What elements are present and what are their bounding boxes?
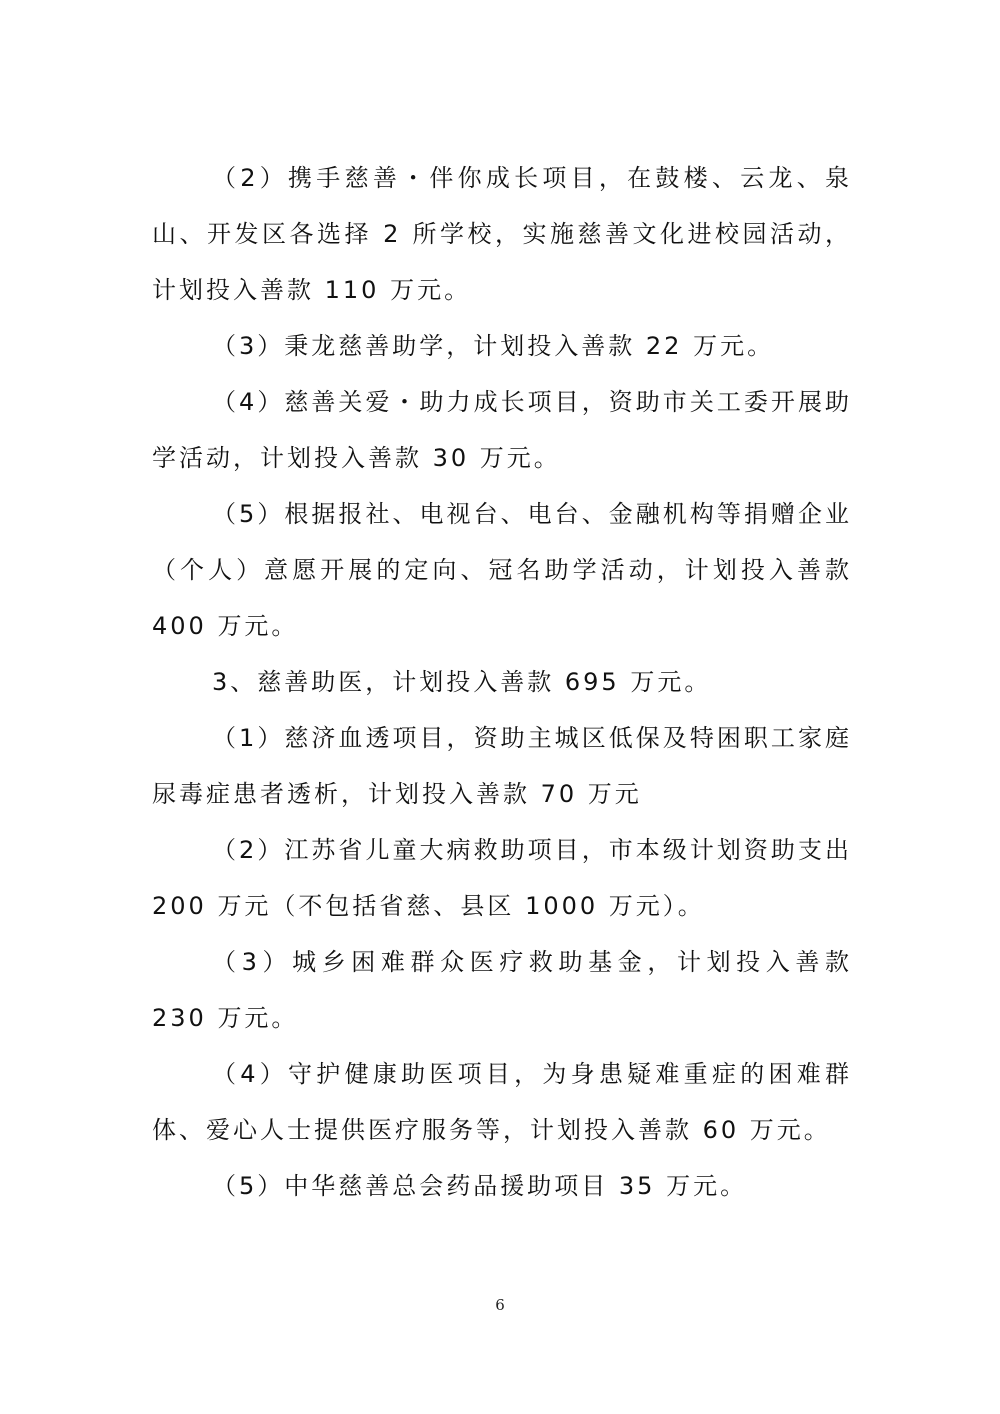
page-number: 6 bbox=[495, 1296, 505, 1314]
paragraph-medical-item-5: （5）中华慈善总会药品援助项目 35 万元。 bbox=[212, 1172, 748, 1200]
paragraph-education-item-3: （3）秉龙慈善助学，计划投入善款 22 万元。 bbox=[212, 332, 775, 360]
paragraph-education-item-2: （2）携手慈善・伴你成长项目，在鼓楼、云龙、泉山、开发区各选择 2 所学校，实施慈善文化进校园活动，计划投入善款 110 万元。 bbox=[152, 164, 852, 304]
paragraph-medical-item-1: （1）慈济血透项目，资助主城区低保及特困职工家庭尿毒症患者透析，计划投入善款 70 万元 bbox=[152, 724, 852, 808]
paragraph-education-item-5: （5）根据报社、电视台、电台、金融机构等捐赠企业（个人）意愿开展的定向、冠名助学活动，计划投入善款 400 万元。 bbox=[152, 500, 852, 640]
paragraph-medical-item-2: （2）江苏省儿童大病救助项目，市本级计划资助支出 200 万元（不包括省慈、县区 1000 万元）。 bbox=[152, 836, 852, 920]
document-body bbox=[152, 150, 852, 1214]
section-heading-medical-aid: 3、慈善助医，计划投入善款 695 万元。 bbox=[212, 668, 712, 696]
paragraph-education-item-4: （4）慈善关爱・助力成长项目，资助市关工委开展助学活动，计划投入善款 30 万元。 bbox=[152, 388, 852, 472]
paragraph-medical-item-4: （4）守护健康助医项目，为身患疑难重症的困难群体、爱心人士提供医疗服务等，计划投入善款 60 万元。 bbox=[152, 1060, 852, 1144]
paragraph-medical-item-3: （3）城乡困难群众医疗救助基金，计划投入善款 230 万元。 bbox=[152, 948, 852, 1032]
